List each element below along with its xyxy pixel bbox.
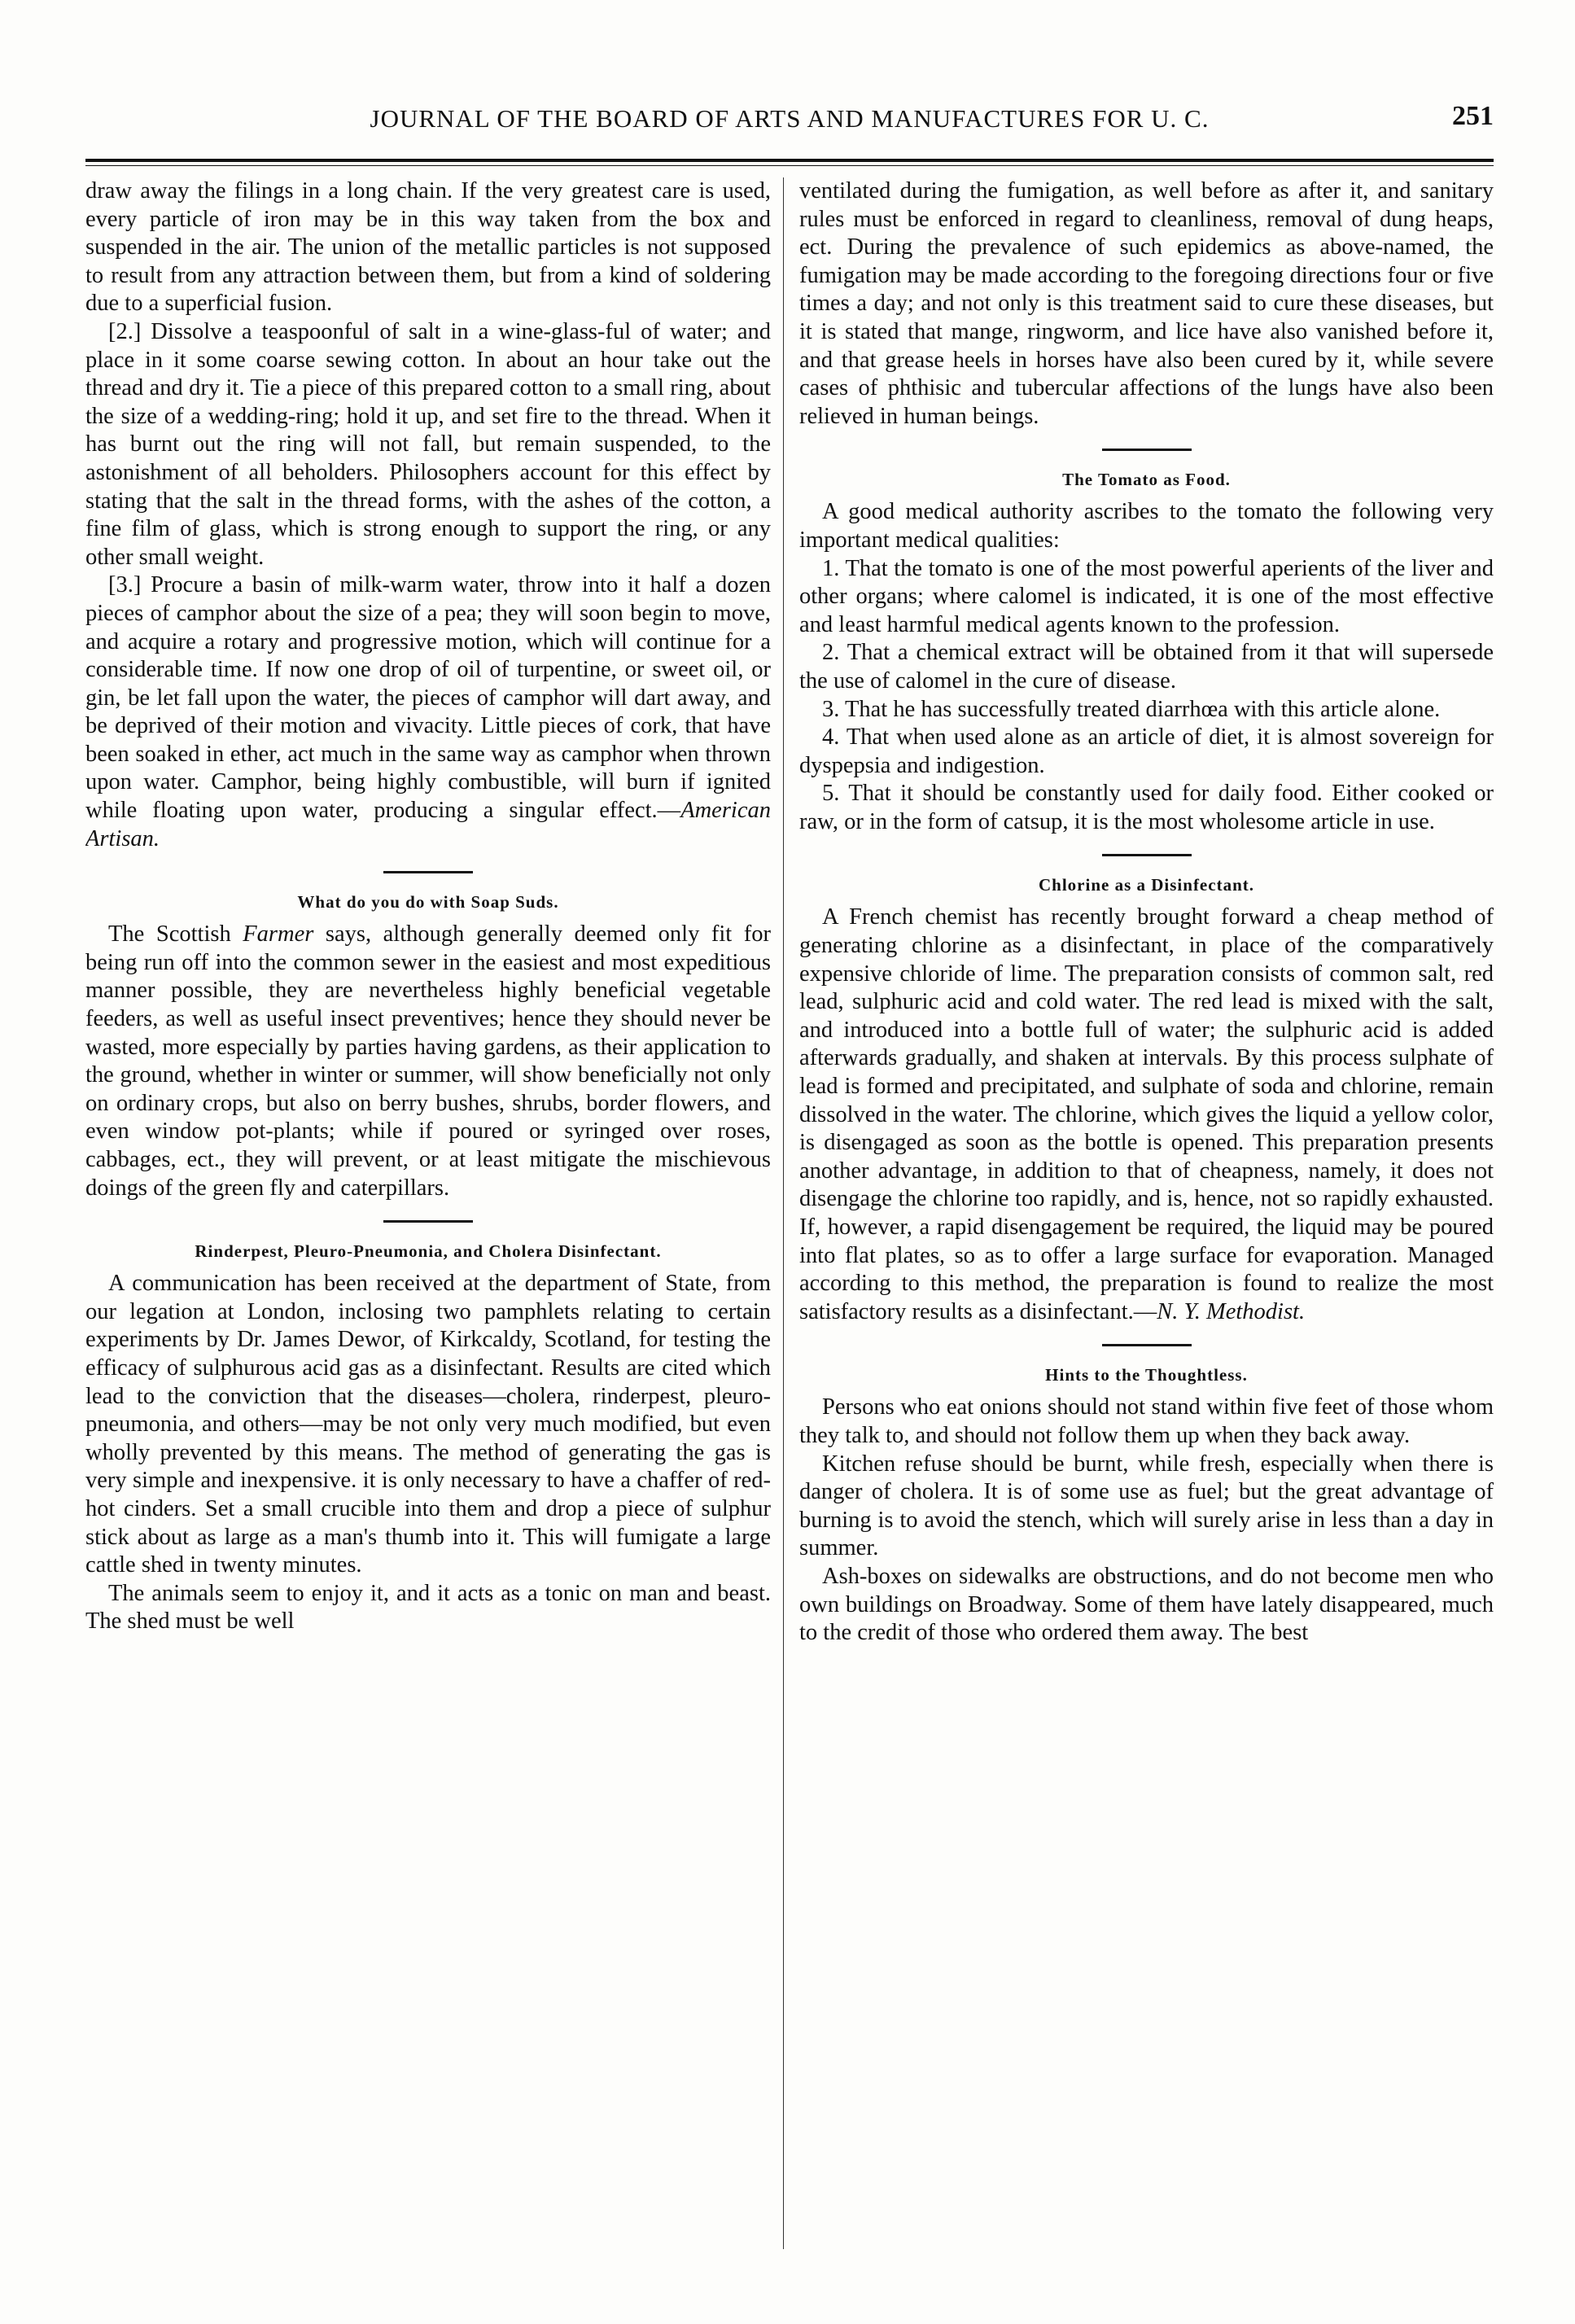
header-rule-thin — [85, 165, 1494, 166]
list-item: 5. That it should be constantly used for daily food. Either cooked or raw, or in the form of catsup, it is the most wholesome article in use. — [799, 781, 1494, 834]
left-column — [85, 177, 771, 2249]
article-title-hints: Hints to the Thoughtless. — [1045, 1365, 1248, 1385]
paragraph-hints-1: Persons who eat onions should not stand within five feet of those whom they talk to, and should not follow them up when they back away. — [799, 1394, 1494, 1448]
list-item: 1. That the tomato is one of the most powerful aperients of the liver and other organs; where calomel is indicated, it is one of the most effective and least harmful medical agents known to the profession. — [799, 555, 1494, 637]
paragraph-chlorine — [799, 904, 1494, 1326]
chlorine-text: A French chemist has recently brought forward a cheap method of generating chlorine as a disinfectant, in place of the comparatively expensive chloride of lime. The preparation consists of common salt, red lead, sulphuric acid and cold water. The red lead is mixed with the salt, and introduced into a bottle full of water; the sulphuric acid is added afterwards gradually, and shaken at intervals. By this process sulphate of lead is formed and precipitated, and sulphate of soda and chlorine, remain dissolved in the water. The chlorine, which gives the liquid a yellow color, is disengaged as soon as the bottle is opened. This preparation presents another advantage, in addition to that of cheapness, namely, it does not disengage the chlorine too rapidly, and is, hence, not so rapidly exhausted. If, however, a rapid disengagement be required, the liquid may be poured into flat plates, so as to offer a large surface for evaporation. Managed according to this method, the preparation is found to realize the most satisfactory results as a disinfectant.— — [799, 904, 1494, 1324]
soap-publication-name: Farmer — [243, 921, 314, 948]
paragraph-rinderpest-continuation: ventilated during the fumigation, as well before as after it, and sanitary rules must be enforced in regard to cleanliness, removal of dung heaps, ect. During the prevalence of such epidemics as above-named, the fumigation may be made according to the foregoing directions four or five times a day; and not only is this treatment said to cure these diseases, but it is stated that mange, ringworm, and lice have also vanished before it, and that grease heels in horses have also been cured by it, while severe cases of phthisic and tubercular affections of the lungs have also been relieved in human beings. — [799, 178, 1494, 429]
section-divider — [1102, 1344, 1192, 1346]
article-title-chlorine: Chlorine as a Disinfectant. — [1039, 875, 1254, 895]
right-column — [799, 177, 1494, 2249]
article-title-tomato: The Tomato as Food. — [1062, 470, 1231, 490]
paragraph-rinderpest-1: A communication has been received at the department of State, from our legation at London, inclosing two pamphlets relating to certain experiments by Dr. James Dewor, of Kirkcaldy, Scotland, for testing the efficacy of sulphurous acid gas as a disinfectant. Results are cited which lead to the conviction that the diseases—cholera, rinderpest, pleuro-pneumonia, and others—may be not only very much modified, but even wholly prevented by this means. The method of generating the gas is very simple and inexpensive. it is only necessary to have a chaffer of red-hot cinders. Set a small crucible into them and drop a piece of sulphur stick about as large as a man's thumb into it. This will fumigate a large cattle shed in twenty minutes. — [85, 1271, 771, 1578]
paragraph-tomato-intro: A good medical authority ascribes to the tomato the following very important medical qualities: — [799, 499, 1494, 553]
source-citation: American Artisan. — [85, 798, 771, 851]
soap-text-pre: The Scottish — [108, 921, 243, 948]
paragraph-continuation: draw away the filings in a long chain. If the very greatest care is used, every particle of iron may be in this way taken from the box and suspended in the air. The union of the metallic particles is not supposed to result from any attraction between them, but from a kind of soldering due to a superficial fusion. — [85, 178, 771, 317]
source-citation: N. Y. Methodist. — [1157, 1298, 1306, 1324]
section-divider — [383, 871, 473, 873]
paragraph-experiment-3 — [85, 571, 771, 853]
soap-text-post: says, although generally deemed only fit for being run off into the common sewer in the easiest and most expeditious manner possible, they are nevertheless highly beneficial vegetable feeders, as well as useful insect preventives; hence they should never be wasted, more especially by parties having gardens, as their application to the ground, whether in winter or summer, will show beneficially not only on ordinary crops, but also on berry bushes, shrubs, border flowers, and even window pot-plants; while if poured or syringed over roses, cabbages, ect., they will prevent, or at least mitigate the mischievous doings of the green fly and caterpillars. — [85, 921, 771, 1201]
page-header — [85, 90, 1494, 138]
section-divider — [1102, 854, 1192, 856]
experiment-3-text: [3.] Procure a basin of milk-warm water, throw into it half a dozen pieces of camphor about the size of a pea; they will soon begin to move, and acquire a rotary and progressive motion, which will continue for a considerable time. If now one drop of oil of turpentine, or sweet oil, or gin, be let fall upon the water, the pieces of camphor will dart away, and be deprived of their motion and vivacity. Little pieces of cork, that have been soaked in ether, act much in the same way as camphor when thrown upon water. Camphor, being highly combustible, will burn if ignited while floating upon water, producing a singular effect.— — [85, 572, 771, 824]
list-item: 4. That when used alone as an article of diet, it is almost sovereign for dyspepsia and indigestion. — [799, 724, 1494, 778]
list-item: 2. That a chemical extract will be obtained from it that will supersede the use of calomel in the cure of disease. — [799, 640, 1494, 694]
page-number: 251 — [1452, 101, 1494, 131]
article-title-rinderpest: Rinderpest, Pleuro-Pneumonia, and Cholera Disinfectant. — [195, 1241, 662, 1262]
paragraph-rinderpest-2: The animals seem to enjoy it, and it acts as a tonic on man and beast. The shed must be well — [85, 1580, 771, 1635]
column-divider — [783, 177, 784, 2249]
paragraph-experiment-2: [2.] Dissolve a teaspoonful of salt in a wine-glass-ful of water; and place in it some coarse sewing cotton. In about an hour take out the thread and dry it. Tie a piece of this prepared cotton to a small ring, about the size of a wedding-ring; hold it up, and set fire to the thread. When it has burnt out the ring will not fall, but remain suspended, to the astonishment of all beholders. Philosophers account for this effect by stating that the salt in the thread forms, with the ashes of the cotton, a fine film of glass, which is strong enough to support the ring, or any other small weight. — [85, 318, 771, 570]
paragraph-soap-suds — [85, 921, 771, 1202]
section-divider — [383, 1220, 473, 1223]
header-rule-thick — [85, 159, 1494, 162]
list-item: 3. That he has successfully treated diarrhœa with this article alone. — [822, 696, 1441, 722]
journal-title: JOURNAL OF THE BOARD OF ARTS AND MANUFACTURES FOR U. C. — [370, 104, 1210, 133]
section-divider — [1102, 449, 1192, 451]
paragraph-hints-2: Kitchen refuse should be burnt, while fresh, especially when there is danger of cholera. It is of some use as fuel; but the great advantage of burning is to avoid the stench, which will surely arise in less than a day in summer. — [799, 1451, 1494, 1561]
paragraph-hints-3: Ash-boxes on sidewalks are obstructions, and do not become men who own buildings on Broadway. Some of them have lately disappeared, much to the credit of those who ordered them away. The best — [799, 1563, 1494, 1646]
article-title-soap-suds: What do you do with Soap Suds. — [297, 892, 559, 913]
